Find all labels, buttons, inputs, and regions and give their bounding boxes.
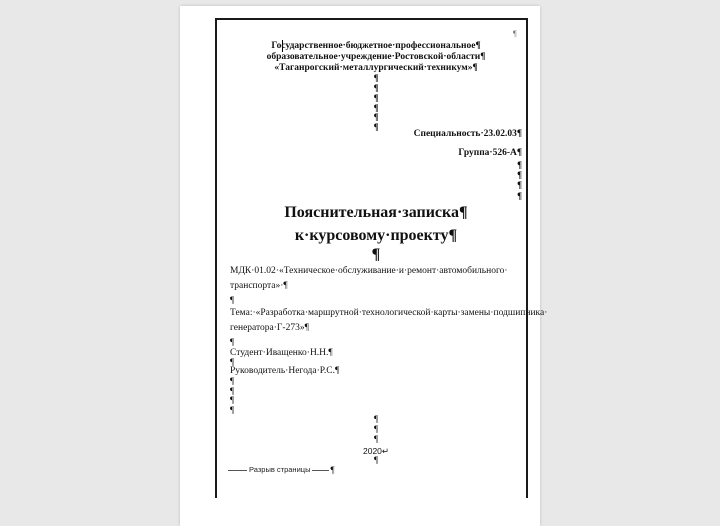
- paragraph-mark: ¶: [373, 434, 379, 444]
- paragraph-mark: ¶: [230, 295, 235, 305]
- page-break-dash: [312, 470, 329, 471]
- mdk-line-1: МДК·01.02·«Техническое·обслуживание·и·ремонт·автомобильного·: [230, 266, 508, 276]
- paragraph-mark: ¶: [517, 191, 522, 201]
- group-line: Группа·526-А¶: [458, 148, 522, 158]
- student-line: Студент·Иващенко·Н.Н.¶: [230, 348, 333, 358]
- document-title-line-1: Пояснительная·записка¶: [284, 204, 468, 221]
- paragraph-mark: ¶: [230, 395, 235, 405]
- page-break-label: Разрыв страницы: [249, 465, 311, 474]
- year-line: 2020↵: [362, 446, 390, 456]
- paragraph-mark: ¶: [517, 170, 522, 180]
- document-title-line-2: к·курсовому·проекту¶: [294, 227, 458, 244]
- paragraph-mark: ¶: [513, 29, 517, 38]
- paragraph-mark: ¶: [373, 424, 379, 434]
- paragraph-mark: ¶: [373, 112, 379, 122]
- paragraph-mark: ¶: [373, 455, 379, 465]
- paragraph-mark: ¶: [373, 73, 379, 83]
- mdk-line-2: транспорта»·¶: [230, 281, 288, 291]
- paragraph-mark: ¶: [371, 246, 381, 263]
- paragraph-mark: ¶: [517, 180, 522, 190]
- paragraph-mark: ¶: [230, 337, 235, 347]
- institution-line-3: «Таганрогский·металлургический·техникум»¶: [274, 63, 478, 73]
- paragraph-mark: ¶: [373, 414, 379, 424]
- paragraph-mark: ¶: [373, 103, 379, 113]
- paragraph-mark: ¶: [373, 83, 379, 93]
- paragraph-mark: ¶: [230, 357, 235, 367]
- paragraph-mark: ¶: [517, 160, 522, 170]
- page-break-dash: [228, 470, 247, 471]
- paragraph-mark: ¶: [230, 376, 235, 386]
- institution-line-2: образовательное·учреждение·Ростовской·области¶: [266, 52, 486, 62]
- paragraph-mark: ¶: [330, 465, 335, 475]
- paragraph-mark: ¶: [230, 386, 235, 396]
- paragraph-mark: ¶: [373, 122, 379, 132]
- topic-line-1: Тема:·«Разработка·маршрутной·технологической·карты·замены·подшипника·: [230, 308, 548, 318]
- topic-line-2: генератора·Г-273»¶: [230, 323, 309, 333]
- paragraph-mark: ¶: [230, 405, 235, 415]
- supervisor-line: Руководитель·Негода·Р.С.¶: [230, 366, 340, 376]
- specialty-line: Специальность·23.02.03¶: [413, 129, 522, 139]
- page-break-marker: [228, 465, 335, 475]
- paragraph-mark: ¶: [373, 93, 379, 103]
- institution-line-1: Государственное·бюджетное·профессиональное¶: [271, 41, 481, 51]
